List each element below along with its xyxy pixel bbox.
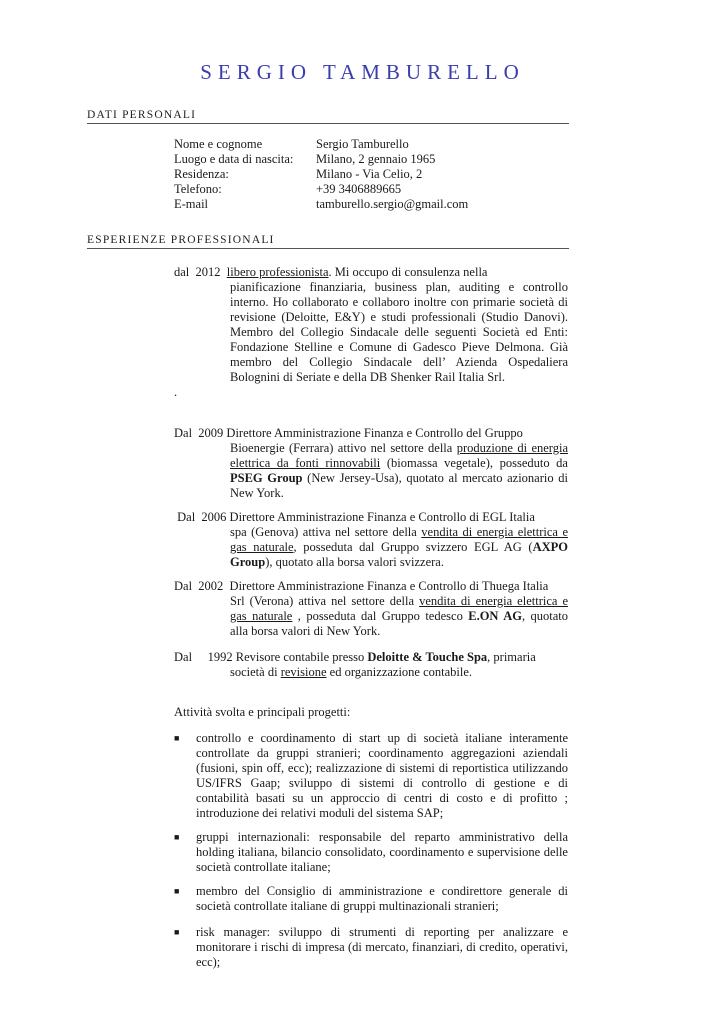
personal-row: [174, 137, 468, 152]
experience-body: [174, 441, 568, 501]
section-experience-title: ESPERIENZE PROFESSIONALI: [87, 234, 569, 249]
list-item-text: membro del Consiglio di amministrazione e condirettore generale di società controllate italiane di gruppi multinazionali stranieri;: [196, 884, 568, 913]
personal-label: Telefono:: [174, 182, 222, 196]
experience-text: , primaria: [487, 650, 536, 664]
personal-row: [174, 167, 468, 182]
experience-text: ), quotato alla borsa valori svizzera.: [265, 555, 444, 569]
personal-label: E-mail: [174, 197, 209, 211]
experience-sector: produzione di energia elettrica da fonti rinnovabili: [230, 441, 569, 470]
personal-label: Luogo e data di nascita:: [174, 152, 294, 166]
experience-text: Bioenergie (Ferrara) attivo nel settore della: [230, 441, 457, 455]
experience-company: E.ON AG: [468, 609, 522, 623]
cv-name: SERGIO TAMBURELLO: [200, 60, 525, 84]
stray-dot: .: [174, 385, 178, 399]
personal-label: Nome e cognome: [174, 137, 263, 151]
personal-row: [174, 197, 468, 212]
personal-value: Sergio Tamburello: [316, 137, 409, 151]
personal-row: [174, 182, 468, 197]
bullet-icon: ■: [174, 832, 180, 842]
list-item-text: gruppi internazionali: responsabile del reparto amministrativo della holding italiana, bilancio consolidato, coordinamento e supervisione delle società controllate italiane;: [196, 830, 568, 874]
experience-text: . Mi occupo di consulenza nella: [328, 265, 488, 279]
personal-value: +39 3406889665: [316, 182, 402, 196]
experience-sector: vendita di energia elettrica e gas naturale: [230, 594, 568, 623]
experience-company: Deloitte & Touche Spa: [367, 650, 488, 664]
bullet-icon: ■: [174, 733, 180, 743]
experience-sector: vendita di energia elettrica e gas naturale: [230, 525, 568, 554]
experience-text: , quotato alla borsa valori di New York.: [230, 609, 568, 638]
experience-2009: [174, 426, 568, 501]
experience-body: pianificazione finanziaria, business plan, auditing e controllo interno. Ho collaborato e collaboro inoltre con primarie società di revisione (Deloitte, E&Y) e studi professionali (Studio Danovi). Membro del Collegio Sindacale delle seguenti Società ed Enti: Fondazione Stelline e Comune di Gadesco Pieve Delmona. Già membro del Collegio Sindacale dell’ Azienda Ospedaliera Bolognini di Seriate e della DB Shenker Rail Italia Srl.: [230, 280, 568, 384]
experience-text: (New Jersey-Usa), quotato al mercato azionario di New York.: [230, 471, 568, 500]
experience-body: [174, 665, 568, 680]
experience-company: PSEG Group: [230, 471, 303, 485]
personal-row: [174, 152, 468, 167]
experience-text: , posseduta dal Gruppo tedesco: [292, 609, 469, 623]
experience-head: [174, 650, 568, 665]
section-personal-title: DATI PERSONALI: [87, 109, 569, 124]
personal-value: Milano, 2 gennaio 1965: [316, 152, 436, 166]
experience-role: libero professionista: [226, 265, 329, 279]
bullet-icon: ■: [174, 927, 180, 937]
experience-text: ed organizzazione contabile.: [326, 665, 473, 679]
experience-sector: revisione: [280, 665, 327, 679]
experience-2002: [174, 579, 568, 639]
personal-label: Residenza:: [174, 167, 229, 181]
experience-text: Dal 1992 Revisore contabile presso: [174, 650, 368, 664]
experience-2012: [174, 265, 568, 400]
list-item-text: risk manager: sviluppo di strumenti di reporting per analizzare e monitorare i rischi di impresa (di mercato, finanziari, di credito, operativi, ecc);: [196, 925, 568, 969]
list-item: [174, 925, 568, 970]
experience-body: [174, 594, 568, 639]
experience-head: Dal 2006 Direttore Amministrazione Finanza e Controllo di EGL Italia: [174, 510, 535, 524]
list-item-text: controllo e coordinamento di start up di società italiane interamente controllate da gruppi stranieri; coordinamento aggregazioni aziendali (fusioni, spin off, ecc); realizzazione di sistemi di reportistica utilizzando US/IFRS Gaap; sviluppo di sistemi di controllo di gestione e di contabilità basati su un approccio di centri di costo e di profitto ; introduzione dei relativi moduli del sistema SAP;: [196, 731, 568, 820]
experience-text: (biomassa vegetale), posseduto da: [380, 456, 568, 470]
personal-value: tamburello.sergio@gmail.com: [316, 197, 469, 211]
bullet-icon: ■: [174, 886, 180, 896]
experience-head: [174, 265, 568, 280]
experience-1992: [174, 650, 568, 680]
experience-head: Dal 2009 Direttore Amministrazione Finanza e Controllo del Gruppo: [174, 426, 523, 440]
experience-text: Srl (Verona) attiva nel settore della: [230, 594, 420, 608]
experience-head: Dal 2002 Direttore Amministrazione Finanza e Controllo di Thuega Italia: [174, 579, 549, 593]
activities-intro: Attività svolta e principali progetti:: [174, 705, 351, 719]
experience-text: , posseduta dal Gruppo svizzero EGL AG (: [293, 540, 533, 554]
experience-period: dal 2012: [174, 265, 227, 279]
experience-body: [174, 525, 568, 570]
personal-data-block: [174, 137, 468, 212]
experience-text: spa (Genova) attiva nel settore della: [230, 525, 422, 539]
list-item: [174, 830, 568, 875]
list-item: [174, 731, 568, 821]
experience-2006: [174, 510, 568, 570]
experience-company: AXPO Group: [230, 540, 568, 569]
personal-value: Milano - Via Celio, 2: [316, 167, 423, 181]
experience-text: società di: [230, 665, 281, 679]
list-item: [174, 884, 568, 914]
